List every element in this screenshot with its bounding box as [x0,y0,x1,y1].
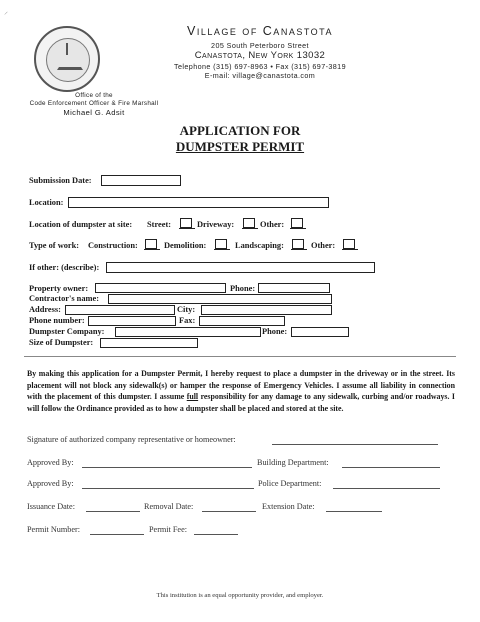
issuance-date-line[interactable] [86,510,140,512]
property-owner-field[interactable] [95,283,226,293]
if-other-label: If other: (describe): [29,263,100,272]
signature-line[interactable] [272,443,438,445]
contractor-label: Contractor's name: [29,294,100,303]
driveway-checkbox[interactable] [243,218,255,228]
approved-by-label-1: Approved By: [27,458,74,467]
title-line1: APPLICATION FOR [179,123,301,138]
approved-by-line-1[interactable] [82,466,252,468]
street-label: Street: [147,220,172,229]
office-line2: Code Enforcement Officer & Fire Marshall [29,100,159,107]
landscaping-label: Landscaping: [235,241,284,250]
village-seal-icon [34,26,100,92]
company-phone-field[interactable] [291,327,349,337]
demolition-checkbox[interactable] [215,239,227,249]
police-dept-label: Police Department: [258,479,322,488]
title-line2: DUMPSTER PERMIT [175,139,305,154]
submission-date-label: Submission Date: [29,176,92,185]
construction-checkbox[interactable] [145,239,157,249]
street-checkbox[interactable] [180,218,192,228]
location-label: Location: [29,198,64,207]
if-other-field[interactable] [106,262,375,273]
size-label: Size of Dumpster: [29,338,94,347]
other-work-checkbox[interactable] [343,239,355,249]
fax-field[interactable] [199,316,285,326]
permit-number-line[interactable] [90,533,144,535]
approved-by-line-2[interactable] [82,487,254,489]
dumpster-company-label: Dumpster Company: [29,327,105,336]
owner-phone-field[interactable] [258,283,330,293]
city-field[interactable] [201,305,332,315]
permit-fee-line[interactable] [194,533,238,535]
street-address: 205 South Peterboro Street [211,41,309,50]
other-location-checkbox[interactable] [291,218,303,228]
village-name: Village of Canastota [186,24,333,38]
dumpster-company-field[interactable] [115,327,261,337]
city-label: City: [177,305,196,314]
removal-date-line[interactable] [202,510,256,512]
equal-opportunity-statement: This institution is an equal opportunity provider, and employer. [156,592,324,599]
permit-number-label: Permit Number: [27,525,80,534]
type-of-work-label: Type of work: [29,241,80,250]
issuance-date-label: Issuance Date: [27,502,75,511]
officer-name: Michael G. Adsit [63,108,125,117]
size-field[interactable] [100,338,198,348]
corner-mark: ⸝ [4,7,8,16]
building-dept-label: Building Department: [257,458,329,467]
building-dept-line[interactable] [342,466,440,468]
extension-date-line[interactable] [326,510,382,512]
landscaping-checkbox[interactable] [292,239,304,249]
fax-label: Fax: [179,316,196,325]
police-dept-line[interactable] [333,487,440,489]
address-field[interactable] [65,305,175,315]
section-divider [24,356,456,357]
owner-phone-label: Phone: [230,284,256,293]
location-field[interactable] [68,197,329,208]
removal-date-label: Removal Date: [144,502,194,511]
phone-number-label: Phone number: [29,316,85,325]
demolition-label: Demolition: [164,241,207,250]
approved-by-label-2: Approved By: [27,479,74,488]
permit-fee-label: Permit Fee: [149,525,187,534]
company-phone-label: Phone: [262,327,288,336]
other-work-label: Other: [311,241,336,250]
address-label: Address: [29,305,61,314]
driveway-label: Driveway: [197,220,235,229]
liability-statement: By making this application for a Dumpster Permit, I hereby request to place a dumpster in the driveway or in the street. Its placement will not block any sidewalk(s) or hamper the response of Emergency Vehicles. I assume all liability in connection with the placement of this dumpster. I assume full responsibility for any damage to any sidewalk, curbing and/or roadways. I will follow the Ordinance provided as to how a dumpster shall be placed and stored at the site. [27,369,455,413]
submission-date-field[interactable] [101,175,181,186]
city-address: Canastota, New York 13032 [194,50,326,61]
extension-date-label: Extension Date: [262,502,315,511]
location-at-site-label: Location of dumpster at site: [29,220,133,229]
email: E-mail: village@canastota.com [204,71,316,80]
phone-fax: Telephone (315) 697-8963 • Fax (315) 697-3819 [174,62,346,71]
phone-number-field[interactable] [88,316,176,326]
property-owner-label: Property owner: [29,284,89,293]
construction-label: Construction: [88,241,138,250]
contractor-field[interactable] [108,294,332,304]
office-line1: Office of the [75,92,113,99]
other-location-label: Other: [260,220,285,229]
signature-label: Signature of authorized company representative or homeowner: [27,435,236,444]
